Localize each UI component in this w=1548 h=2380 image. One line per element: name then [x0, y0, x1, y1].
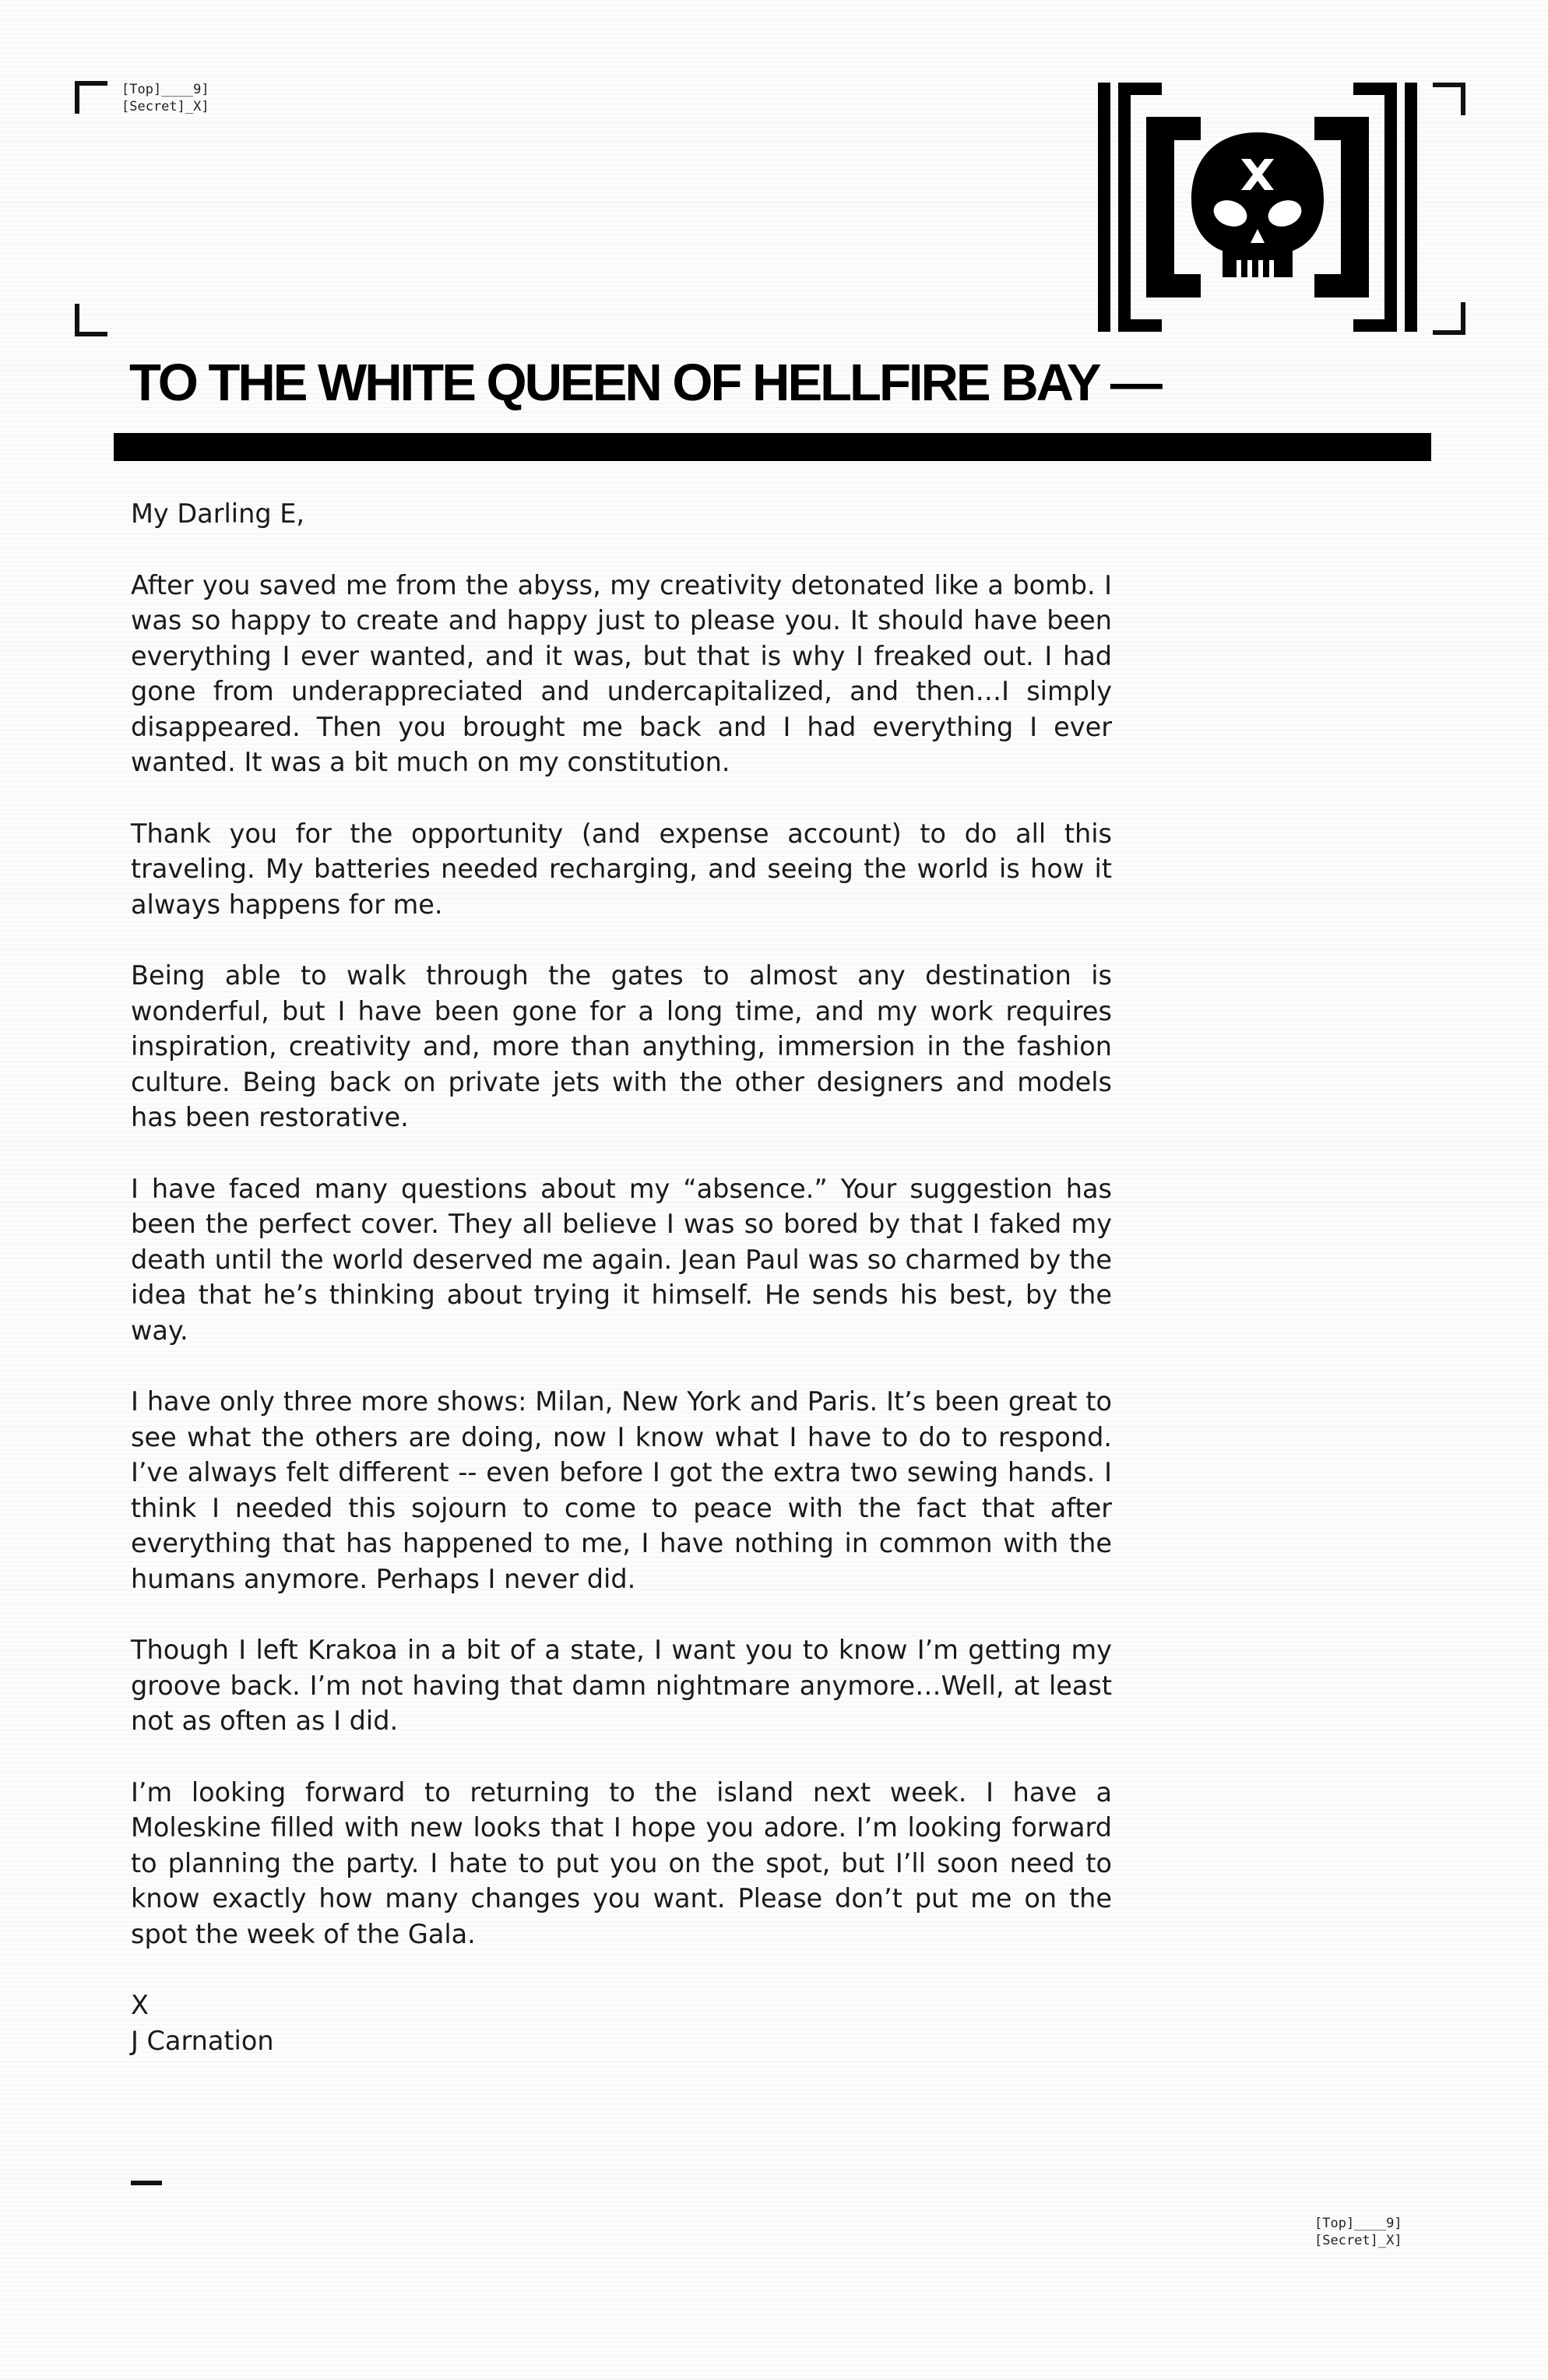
letter-paragraph-7: I’m looking forward to returning to the island next week. I have a Moleskine filled with new looks that I hope you adore. I’m looking forward to planning the party. I hate to put you on the spot, but I’ll soon need to know exactly how many changes you want. Please don’t put me on the spot the week of the Gala.: [131, 1776, 1112, 1949]
header-code: [121, 81, 209, 115]
x-skull-bracket-icon: [1098, 83, 1417, 332]
title-underline-bar: [114, 433, 1431, 461]
letter-paragraph-3: Being able to walk through the gates to almost any destination is wonderful, but I have been gone for a long time, and my work requires inspiration, creativity and, more than anything, immersion in the fashion culture. Being back on private jets with the other designers and models has been restorative.: [131, 960, 1112, 1132]
letter-signature: [131, 1987, 1112, 2058]
footer-code-line-2: [Secret]_X]: [1314, 2233, 1402, 2248]
corner-mark-bottom-right: [1433, 302, 1465, 335]
letter-paragraph-5: I have only three more shows: Milan, New York and Paris. It’s been great to see what the others are doing, now I know what I have to do to respond. I’ve always felt different -- even before I got the extra two sewing hands. I think I needed this sojourn to come to peace with the fact that after everything that has happened to me, I have nothing in common with the humans anymore. Perhaps I never did.: [131, 1386, 1112, 1594]
corner-mark-bottom-left: [75, 304, 107, 336]
signature-x: X: [131, 1990, 149, 2020]
end-dash: [131, 2181, 162, 2185]
letter-paragraph-4: I have faced many questions about my “absence.” Your suggestion has been the perfect cover. They all believe I was so bored by that I faked my death until the world deserved me again. Jean Paul was so charmed by the idea that he’s thinking about trying it himself. He sends his best, by the way.: [131, 1173, 1112, 1346]
letter-paragraph-2: Thank you for the opportunity (and expense account) to do all this traveling. My batteries needed recharging, and seeing the world is how it always happens for me.: [131, 818, 1112, 920]
page-title: TO THE WHITE QUEEN OF HELLFIRE BAY —: [129, 354, 1160, 412]
footer-code: [1314, 2215, 1402, 2249]
header-code-line-1: [Top]____9]: [121, 82, 209, 97]
corner-mark-top-right: [1433, 83, 1465, 115]
letter-paragraph-6: Though I left Krakoa in a bit of a state, I want you to know I’m getting my groove back. I’m not having that damn nightmare anymore…Well, at least not as often as I did.: [131, 1635, 1112, 1736]
header-code-line-2: [Secret]_X]: [121, 99, 209, 114]
letter-body: [131, 496, 1112, 2058]
letter-greeting: My Darling E,: [131, 498, 305, 529]
signature-name: J Carnation: [131, 2025, 274, 2056]
corner-mark-top-left: [75, 81, 107, 114]
letter-paragraph-1: After you saved me from the abyss, my creativity detonated like a bomb. I was so happy to create and happy just to please you. It should have been everything I ever wanted, and it was, but that is why I freaked out. I had gone from underappreciated and undercapitalized, and then…I simply disappeared. Then you brought me back and I had everything I ever wanted. It was a bit much on my constitution.: [131, 569, 1112, 777]
footer-code-line-1: [Top]____9]: [1314, 2216, 1402, 2231]
